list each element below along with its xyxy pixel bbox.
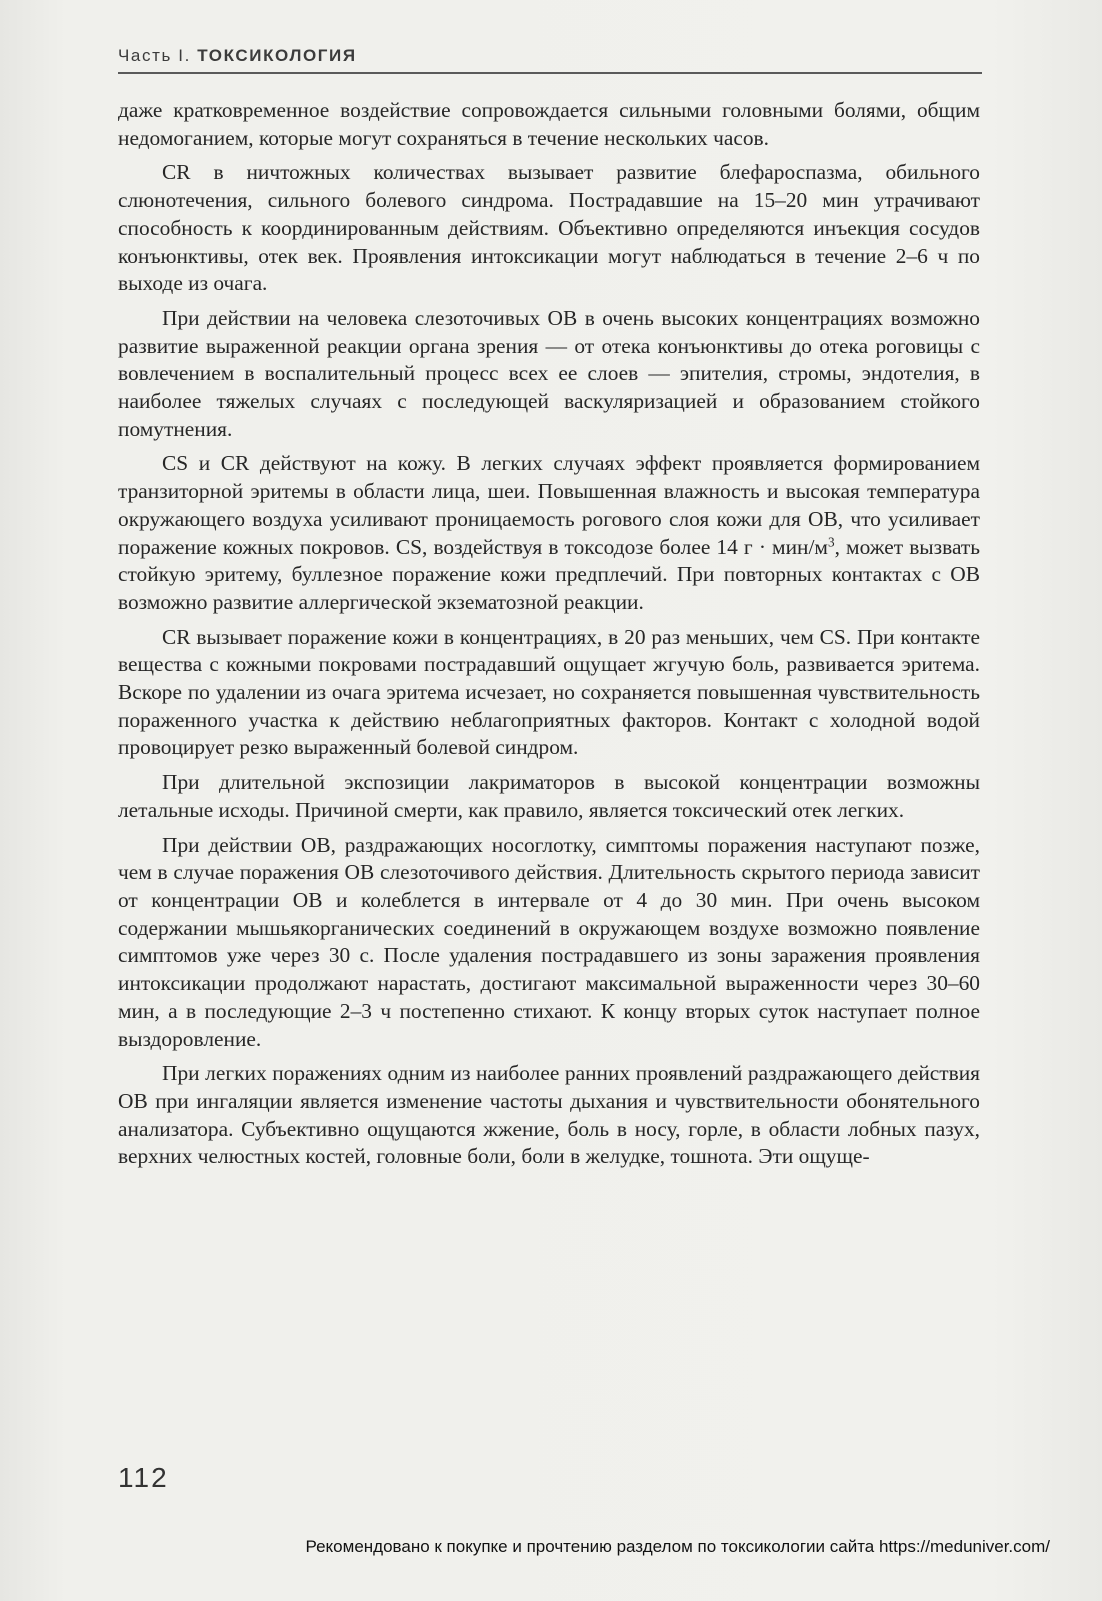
paragraph-6: При длительной экспозиции лакриматоров в высокой концентрации возможны летальные исходы. Причиной смерти, как правило, является токсический отек легких. [118,770,980,822]
paragraph-7: При действии ОВ, раздражающих носоглотку, симптомы поражения наступают позже, чем в случае поражения ОВ слезоточивого действия. Длительность скрытого периода зависит от концентрации ОВ и колеблется в интервале от 4 до 30 мин. При очень высоком содержании мышьякорганических соединений в окружающем воздухе возможно появление симптомов уже через 30 с. После удаления пострадавшего из зоны заражения проявления интоксикации продолжают нарастать, достигают максимальной выраженности через 30–60 мин, а в последующие 2–3 ч постепенно стихают. К концу вторых суток наступает полное выздоровление. [118,832,980,1051]
page-number: 112 [118,1462,169,1493]
footer-note: Рекомендовано к покупке и прочтению разделом по токсикологии сайта https://meduniver.com/ [305,1537,1050,1556]
body-text [118,97,980,1178]
paragraph-4-text-cont: , может вызвать стойкую эритему, буллезное поражение кожи предплечий. При повторных контактах с ОВ возможно развитие аллергической экзематозной реакции. [118,534,980,614]
paragraph-2: CR в ничтожных количествах вызывает развитие блефароспазма, обильного слюнотечения, сильного болевого синдрома. Пострадавшие на 15–20 мин утрачивают способность к координированным действиям. Объективно определяются инъекция сосудов конъюнктивы, отек век. Проявления интоксикации могут наблюдаться в течение 2–6 ч по выходе из очага. [118,160,980,296]
running-head [118,46,357,66]
header-rule [118,72,982,74]
paragraph-8: При легких поражениях одним из наиболее ранних проявлений раздражающего действия ОВ при ингаляции является изменение частоты дыхания и чувствительности обонятельного анализатора. Субъективно ощущаются жжение, боль в носу, горле, в области лобных пазух, верхних челюстных костей, головные боли, боли в желудке, тошнота. Эти ощуще- [118,1061,980,1169]
superscript-exponent: 3 [827,534,835,550]
paragraph-1: даже кратковременное воздействие сопровождается сильными головными болями, общим недомоганием, которые могут сохраняться в течение нескольких часов. [118,98,980,150]
paragraph-4 [118,450,980,616]
running-head-title: ТОКСИКОЛОГИЯ [197,46,357,65]
paragraph-4-text: CS и CR действуют на кожу. В легких случаях эффект проявляется формированием транзиторной эритемы в области лица, шеи. Повышенная влажность и высокая температура окружающего воздуха усиливают проницаемость рогового слоя кожи для ОВ, что усиливает поражение кожных покровов. CS, воздействуя в токсодозе более 14 г · мин/м [118,451,980,559]
paragraph-3: При действии на человека слезоточивых ОВ в очень высоких концентрациях возможно развитие выраженной реакции органа зрения — от отека конъюнктивы до отека роговицы с вовлечением в воспалительный процесс всех ее слоев — эпителия, стромы, эндотелия, в наиболее тяжелых случаях с последующей васкуляризацией и образованием стойкого помутнения. [118,305,980,441]
paragraph-5: CR вызывает поражение кожи в концентрациях, в 20 раз меньших, чем CS. При контакте вещества с кожными покровами пострадавший ощущает жгучую боль, развивается эритема. Вскоре по удалении из очага эритема исчезает, но сохраняется повышенная чувствительность пораженного участка к действию неблагоприятных факторов. Контакт с холодной водой провоцирует резко выраженный болевой синдром. [118,624,980,760]
running-head-part: Часть I. [118,46,191,65]
